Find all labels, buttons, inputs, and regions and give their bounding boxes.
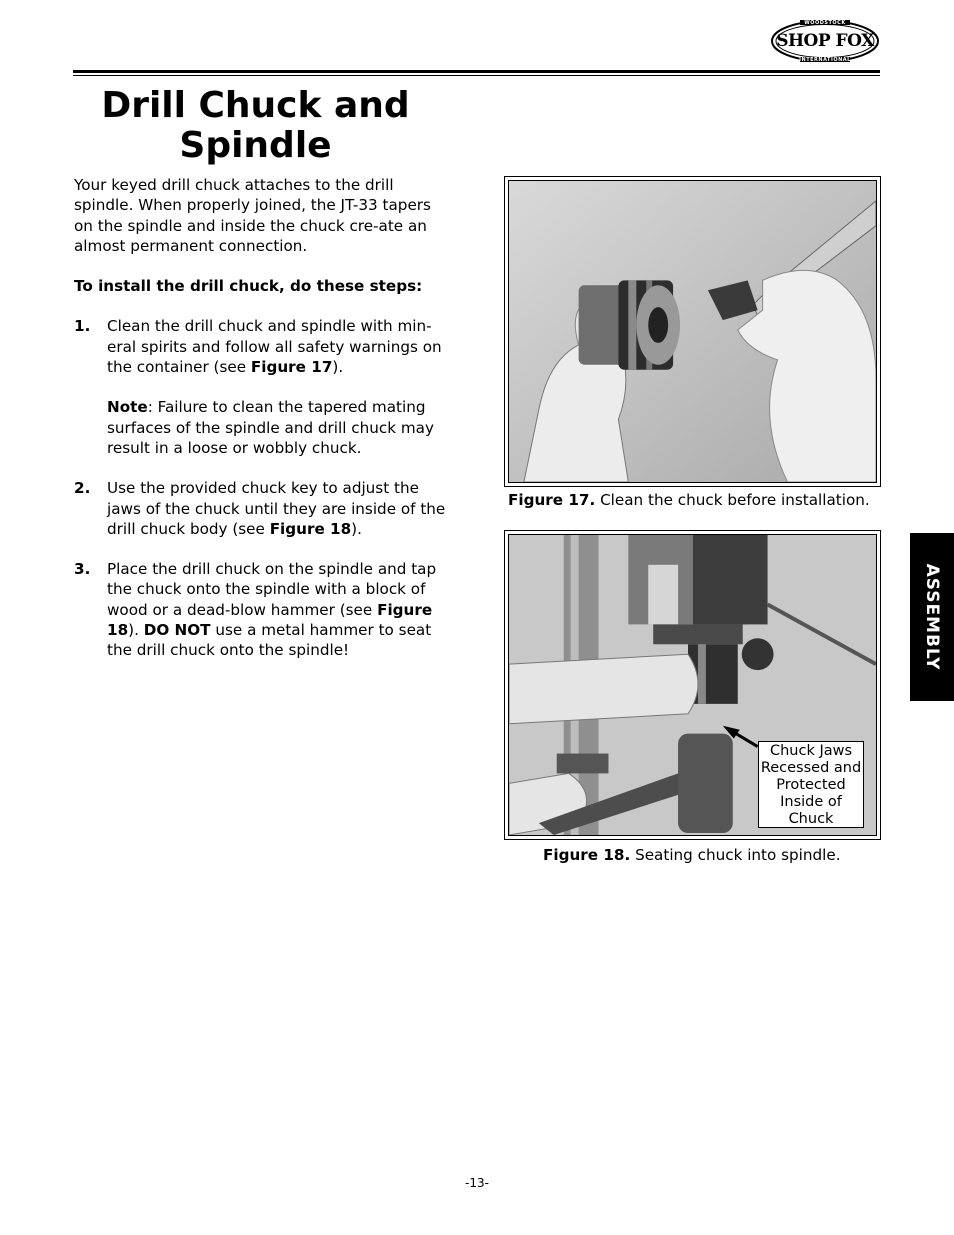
header-rule [73,70,880,73]
note-label: Note [107,398,148,417]
step-2 [74,478,450,539]
figure-reference: Figure 17 [250,358,333,377]
section-tab-assembly [910,533,954,701]
step-text: Place the drill chuck on the spindle and tap the chuck onto the spindle with a block of wood or a dead-blow hammer (see Figure 18). DO NOT use a metal hammer to seat the drill chuck onto the spindle! [107,560,437,660]
step-number: 1. [74,317,91,336]
figure-18-caption: Figure 18. Seating chuck into spindle. [543,846,841,864]
step-1 [74,316,450,458]
step-number: 2. [74,479,91,498]
intro-paragraph: Your keyed drill chuck attaches to the drill spindle. When properly joined, the JT-33 tapers on the spindle and inside the chuck cre-ate an almost permanent connection. [74,176,431,255]
step-text: Use the provided chuck key to adjust the jaws of the chuck until they are inside of the drill chuck body (see Figure 18). [107,479,446,538]
shop-fox-logo [770,16,880,66]
page-title [73,86,438,166]
note-text: Note: Failure to clean the tapered mating surfaces of the spindle and drill chuck may result in a loose or wobbly chuck. [107,398,434,457]
step-3 [74,559,450,660]
logo-text: SHOP FOX [776,31,874,51]
step-text: Clean the drill chuck and spindle with min-eral spirits and follow all safety warnings on the container (see Figure 17). [107,317,442,377]
steps-heading: To install the drill chuck, do these steps: [74,277,423,296]
body-text [74,175,450,681]
chuck-cleaning-photo [509,181,876,482]
figure-reference: Figure 18 [269,519,352,538]
figure-17-caption: Figure 17. Clean the chuck before installation. [508,491,870,509]
title-line-1: Drill Chuck and [101,85,410,126]
chuck-jaws-callout: Chuck Jaws Recessed and Protected Inside of Chuck [758,741,864,828]
logo-top-text: WOODSTOCK [804,20,846,26]
figure-reference: Figure 18 [107,600,433,640]
page-number: -13- [465,1176,489,1190]
logo-bottom-text: INTERNATIONAL [799,57,851,63]
step-number: 3. [74,560,91,579]
figure-17-image [504,176,881,487]
section-tab-label: ASSEMBLY [922,563,942,671]
warning-text: DO NOT [143,621,211,640]
header-rule-thin [73,75,880,76]
title-line-2: Spindle [179,125,332,166]
